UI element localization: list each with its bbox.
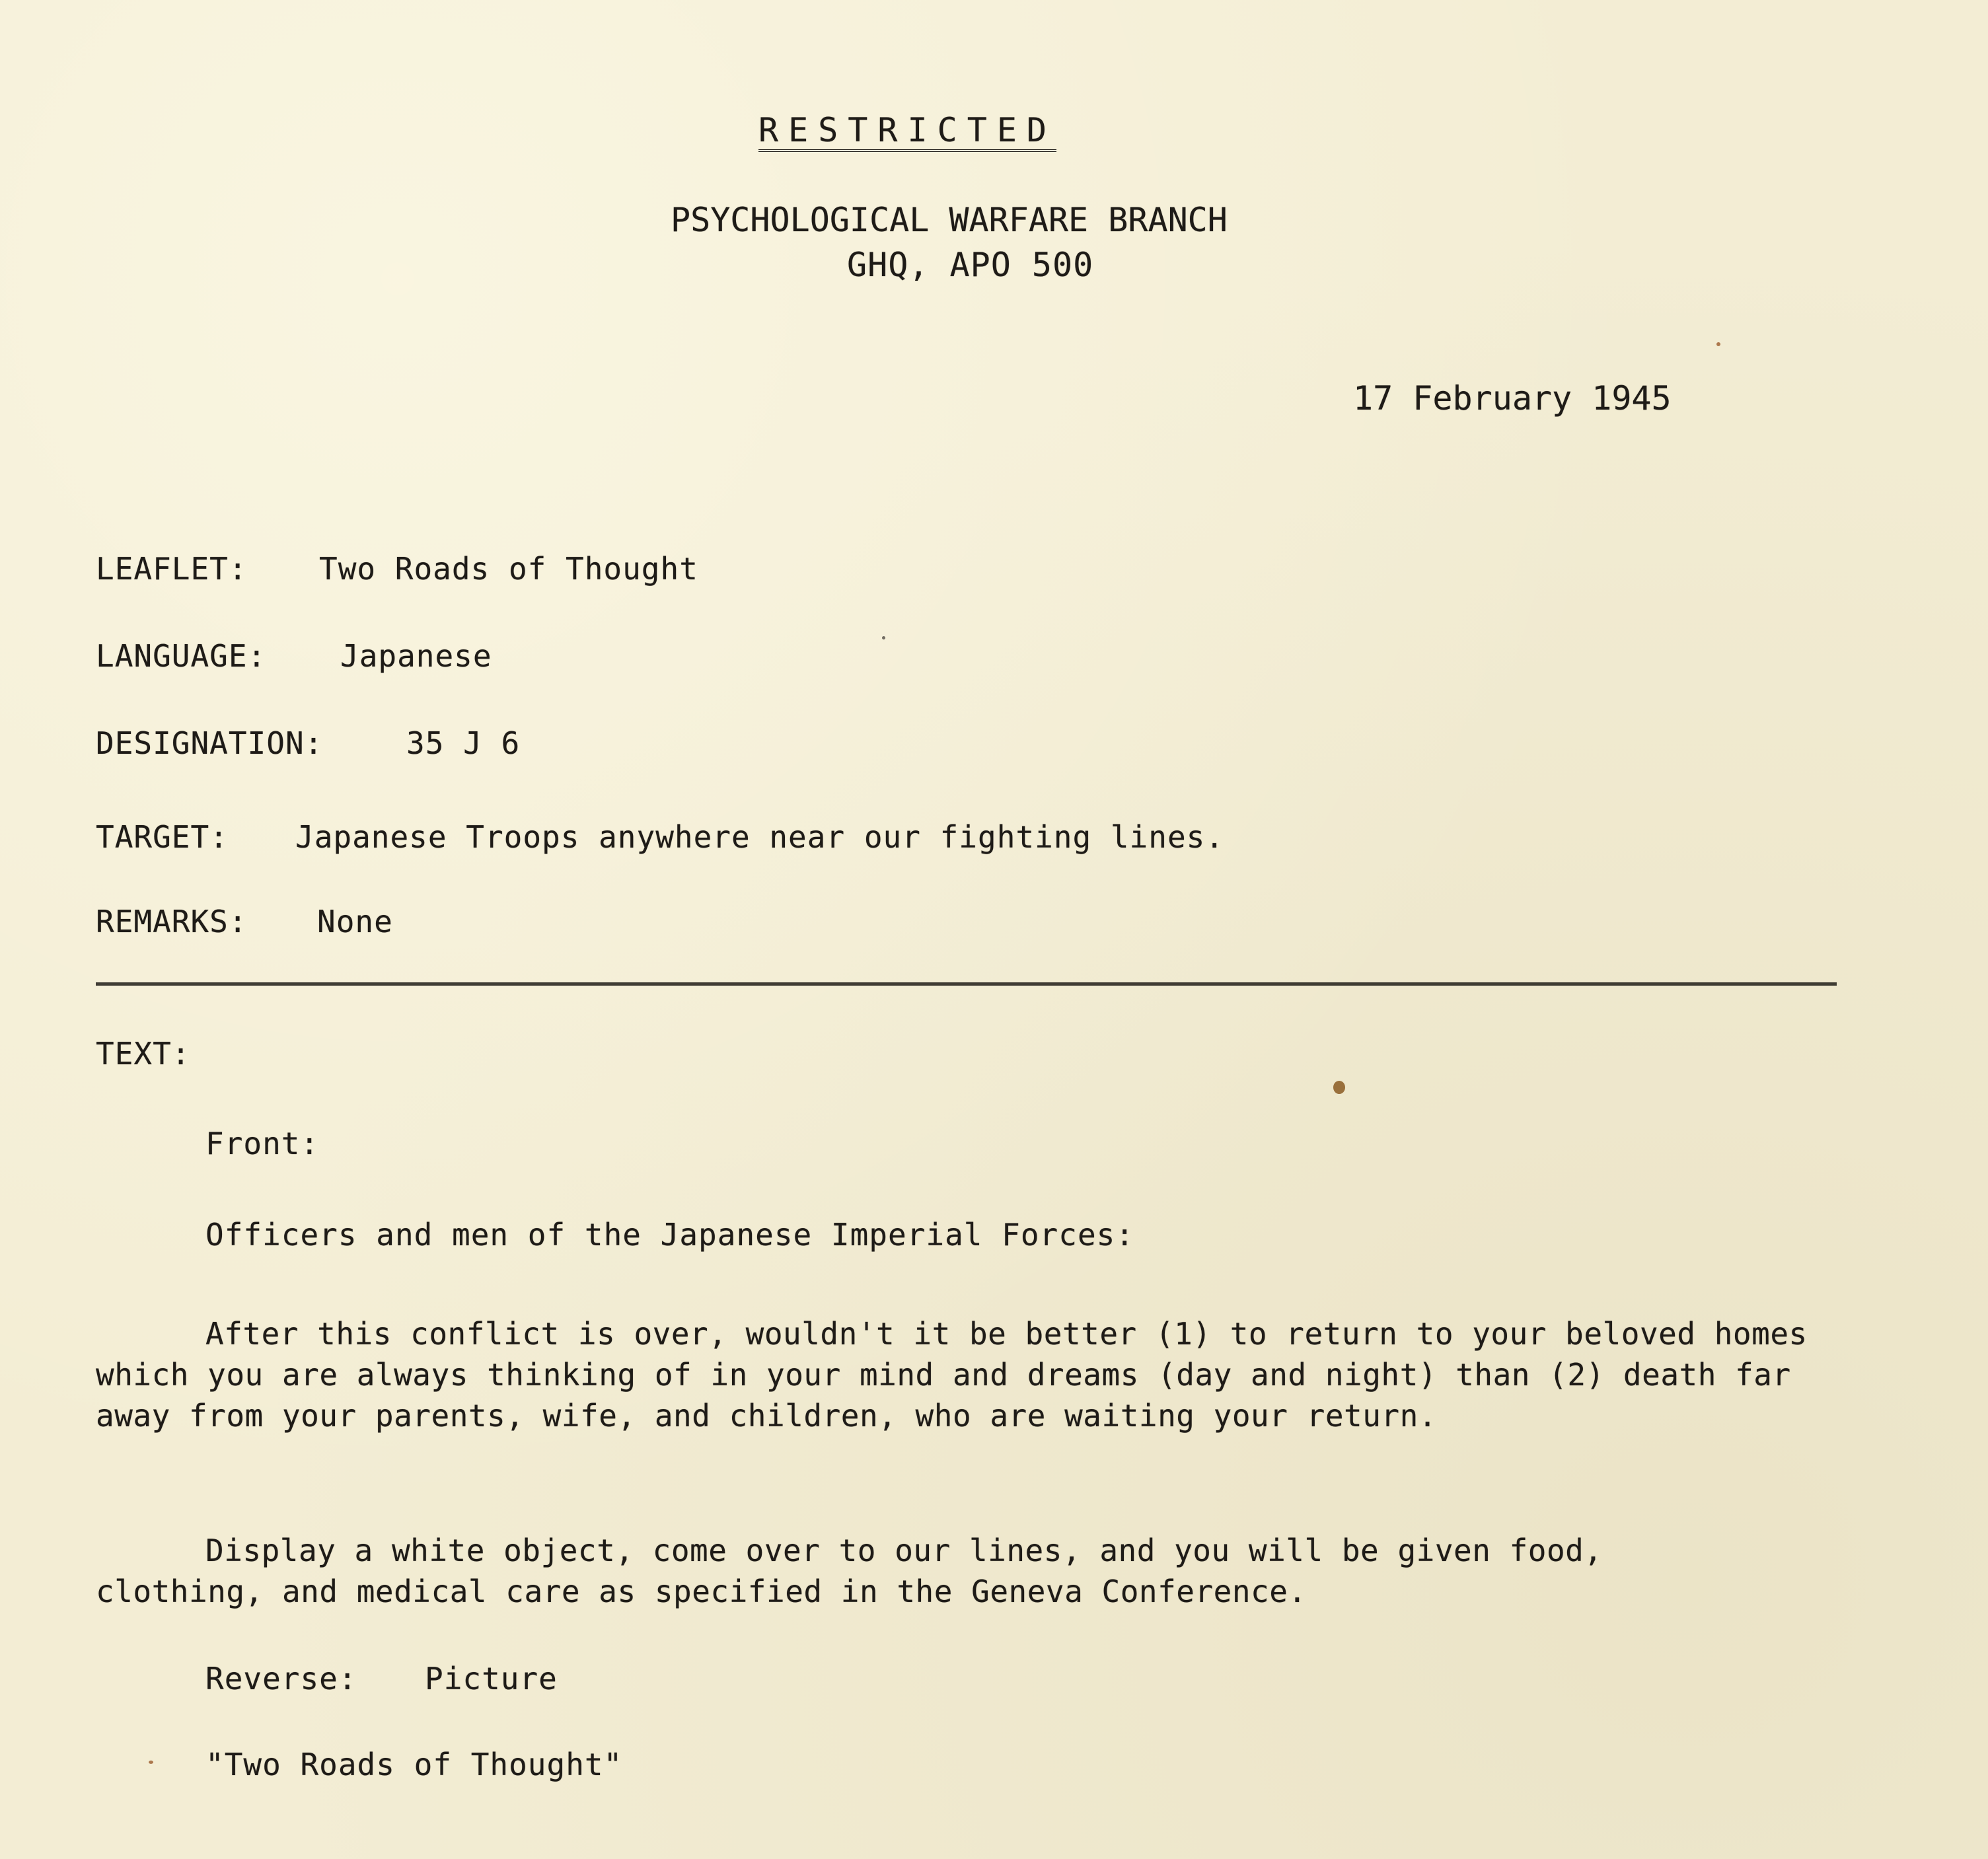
field-value-remarks: None [317, 904, 393, 939]
organization-name: PSYCHOLOGICAL WARFARE BRANCH [671, 201, 1228, 239]
field-label-language: LANGUAGE: [96, 638, 267, 674]
reverse-label: Reverse: [205, 1661, 357, 1696]
reverse-value: Picture [425, 1661, 558, 1696]
field-label-target: TARGET: [96, 819, 229, 855]
paper-speck [1716, 342, 1720, 346]
paragraph-surrender-instructions: Display a white object, come over to our lines, and you will be given food, clothing, and medical care as specified in the Geneva Conference. [96, 1533, 1603, 1609]
section-divider [96, 982, 1837, 986]
leaflet-title-quote: "Two Roads of Thought" [205, 1747, 623, 1782]
field-label-leaflet: LEAFLET: [96, 551, 248, 587]
front-label: Front: [205, 1126, 320, 1161]
field-value-target: Japanese Troops anywhere near our fighting lines. [295, 819, 1225, 855]
field-value-language: Japanese [340, 638, 492, 674]
organization-address: GHQ, APO 500 [847, 246, 1094, 284]
field-value-leaflet: Two Roads of Thought [319, 551, 698, 587]
document-date: 17 February 1945 [1353, 379, 1672, 418]
salutation: Officers and men of the Japanese Imperial Forces: [205, 1217, 1135, 1253]
paper-speck [149, 1761, 153, 1764]
classification-heading: RESTRICTED [758, 114, 1056, 152]
field-label-remarks: REMARKS: [96, 904, 248, 939]
paragraph-return-home: After this conflict is over, wouldn't it be better (1) to return to your beloved homes which you are always thinking of in your mind and dreams (day and night) than (2) death far away from your parents, wife, and children, who are waiting your return. [96, 1316, 1808, 1434]
paper-speck [882, 636, 885, 639]
text-section-label: TEXT: [96, 1036, 191, 1072]
field-label-designation: DESIGNATION: [96, 725, 324, 761]
field-value-designation: 35 J 6 [406, 725, 521, 761]
paper-stain [1333, 1081, 1345, 1094]
